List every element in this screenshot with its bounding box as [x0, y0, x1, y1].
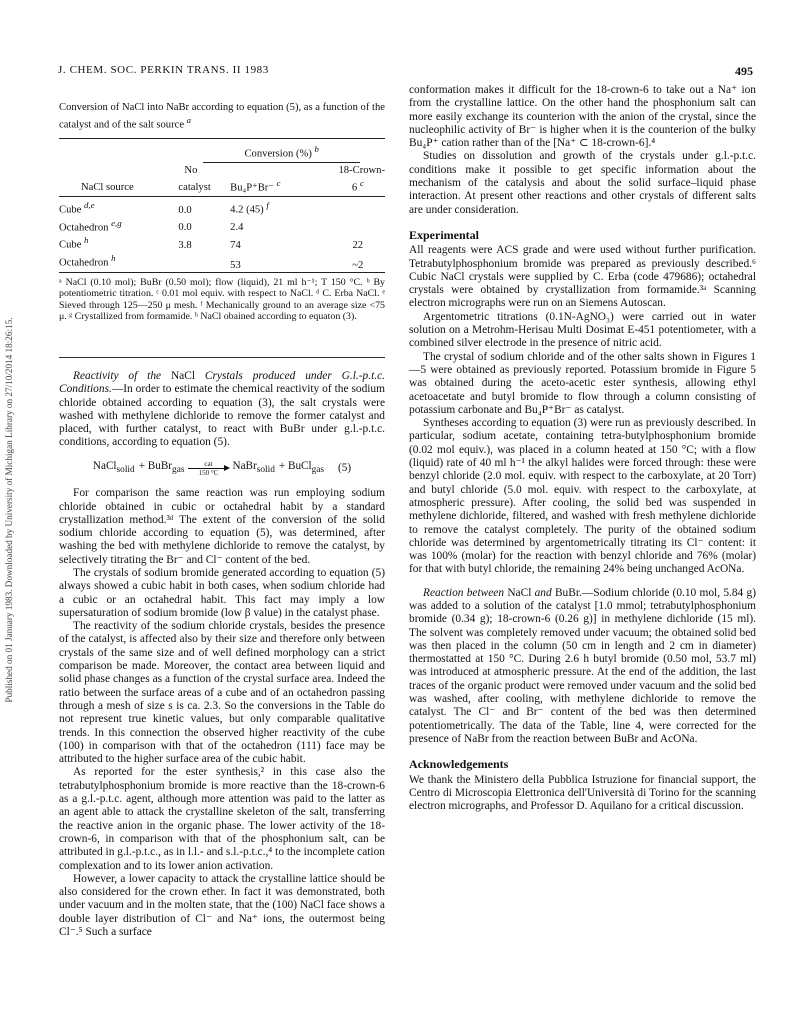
reactivity-paragraph: Reactivity of the NaCl Crystals produced under G.l.-p.t.c. Conditions.—In order to estimate the chemical reactivity of the sodium chloride obtained according to equation (3), the salt crystals were washed with methylene dichloride to remove the former catalyst and placed, with further catalyst, to react with BuBr under g.l.-p.t.c. conditions, according to equation (5). — [59, 369, 385, 449]
header-nocat: No — [184, 164, 198, 176]
acknowledgements-heading: Acknowledgements — [409, 757, 509, 772]
paragraph: The crystals of sodium bromide generated according to equation (5) always showed a cubic habit in both cases, when sodium chloride had a cubic or an octahedral habit. This fact may imply a low supersaturation of sodium bromide (low β value) in the catalyst phase. — [59, 567, 385, 619]
header-crown: 18-Crown- — [338, 164, 385, 176]
table-footnote: ᵃ NaCl (0.10 mol); BuBr (0.50 mol); flow (liquid), 21 ml h⁻¹; T 150 °C. ᵇ By potentiometric titration. ᶜ 0.01 mol equiv. with respect to NaCl. ᵈ C. Erba NaCl. ᵉ Sieved through 125—250 μ mesh. ᶠ Mechanically ground to an average size <75 μ. ᵍ Crystallized from formamide. ʰ NaCl obained according to equaton (3). — [59, 276, 385, 323]
header-source: NaCl source — [81, 182, 134, 194]
download-note-text: Published on 01 January 1983. Downloaded by University of Michigan Library on 27/10/2014 18:26:15. — [4, 317, 14, 703]
table-head-row — [59, 139, 385, 165]
download-note — [2, 210, 16, 810]
paragraph: The crystal of sodium chloride and of the other salts shown in Figures 1—5 were obtained as previously reported. Potassium bromide in Figure 5 was obtained during the aceto-acetic ester synthesis, allowing ethyl acetoacetate and butyl bromide to flow through a column consisting of potassium carbonate and Bu₄P⁺Br⁻ as catalyst. — [409, 350, 756, 416]
paragraph: As reported for the ester synthesis,² in this case also the tetrabutylphosphonium bromide is more reactive than the 18-crown-6 as a g.l.-p.t.c. agent, although more attention was paid to the latter as an agent able to attack the crystalline skeleton of the salt, transferring the reactive anion in the organic phase. The lower activity of the 18-crown-6, in comparison with that of the phosphonium salt, can be attributed in g.l.-p.t.c., as in l.l.- and s.l.-p.t.c.,⁴ to the incomplete cation complexation and to its lower anion activation. — [59, 766, 385, 872]
table-caption: Conversion of NaCl into NaBr according to equation (5), as a function of the catalyst and of the salt source $^a$ — [59, 102, 385, 131]
equation-5: NaCl$_{solid}$ + BuBr$_{gas}$ cat 150 °C NaBr$_{solid}$ + BuCl$_{gas}$ (5) — [92, 459, 352, 477]
page-number: 495 — [735, 64, 753, 78]
table-head-row — [59, 177, 385, 197]
header-bu4: Bu₄P⁺Br⁻ $^c$ — [230, 177, 281, 194]
paragraph: Syntheses according to equation (3) were run as previously described. In particular, sodium acetate, containing tetra-butylphosphonium bromide (0.02 mol equiv.), was placed in a column heated at 150 °C; with a flow (liquid) rate of 40 ml h⁻¹ the alkyl halides were forced through: these were benzyl chloride (2.0 mol. equiv. with respect to the carboxylate, at 20 Torr) and butyl chloride (5.0 mol. equiv. with respect to the carboxylate, at atmospheric pressure). After cooling, the solid bed was suspended in methylene dichloride, filtered, and washed with fresh methylene dichloride to remove the catalyst completely. The purity of the obtained sodium chloride was determined by argentometrically titrating its Cl⁻ content: it was 100% (molar) for the reaction with benzyl chloride and 76% (molar) for that with butyl chloride, the remaining 24% being unchanged AcONa. — [409, 417, 756, 576]
paragraph: All reagents were ACS grade and were used without further purification. Tetrabutylphosphonium bromide was prepared as previously described.⁶ Cubic NaCl crystals were supplied by C. Erba (code 479686); octahedral crystals were obtained by crystallization from formamide.³ᵃ Scanning electron micrographs were run on an Siemens Autoscan. — [409, 244, 756, 310]
reaction-arrow: cat 150 °C — [188, 460, 228, 477]
experimental-heading: Experimental — [409, 227, 479, 242]
paragraph: However, a lower capacity to attack the crystalline lattice should be also considered for the crown ether. In fact it was demonstrated, both under vacuum and in the molten state, that the (100) NaCl face shows a double layer distribution of Cl⁻ and Na⁺ ions, the outermost being Cl⁻.⁵ Such a surface — [59, 872, 385, 939]
header-crown-2: 6 $^c$ — [351, 177, 364, 194]
table-row: Cube $^h$ 3.8 74 22 — [59, 235, 364, 251]
journal-title: J. CHEM. SOC. PERKIN TRANS. II 1983 — [58, 64, 269, 76]
equation-number: (5) — [338, 461, 352, 474]
right-column — [409, 84, 756, 813]
conversion-table — [59, 138, 385, 272]
header-nocat-2: catalyst — [178, 182, 211, 194]
paragraph: Argentometric titrations (0.1N-AgNO₃) were carried out in water solution on a Metrohm-Herisau Multi Dosimat E-451 potentiometer, with a combined silver electrode in the presence of nitric acid. — [409, 310, 756, 350]
table-row: Octahedron $^h$ 53 ~2 — [59, 252, 385, 272]
conversion-header: Conversion (%) $^b$ — [178, 139, 385, 165]
paragraph: conformation makes it difficult for the 18-crown-6 to take out a Na⁺ ion from the crystalline lattice. On the other hand the phosphonium salt can more easily exchange its counterion with the anion of the crystal, since the nucleophilic activity of Br⁻ is higher when it is the counterion of the bulky Bu₄P⁺ cation rather than of the [Na⁺ ⊂ 18-crown-6].⁴ — [409, 84, 756, 150]
table-head-row — [59, 165, 385, 177]
table-row: Cube $^{d,e}$ 0.0 4.2 (45) $^f$ — [59, 200, 269, 216]
paragraph: The reactivity of the sodium chloride crystals, besides the presence of the catalyst, is affected also by their size and therefore only between crystals of the same size and of well defined morphology can a strict comparison be made. Moreover, the contact area between liquid and solid phase changes as a function of the crystal surface area. Indeed the ratio between the surface areas of a cube and of an octahedron passing through a mesh of size s is ca. 2.3. So the conversions in the Table do not represent true kinetic values, but only comparable qualitative trends. In this connection the observed higher reactivity of the cube (100) in comparison with that of the octahedron (111) face may be attributed to the higher surface area of the cubic habit. — [59, 620, 385, 766]
paragraph: Studies on dissolution and growth of the crystals under g.l.-p.t.c. conditions make it possible to get specific information about the mechanism of the catalysis and about the solid surface–liquid phase interaction. At present other reactions and other crystals of different salts are under consideration. — [409, 150, 756, 216]
reaction-paragraph: Reaction between NaCl and BuBr.—Sodium chloride (0.10 mol, 5.84 g) was added to a solution of the catalyst [1.0 mmol; tetrabutylphosphonium bromide (0.34 g); 18-crown-6 (0.26 g)] in methylene dichloride (15 ml). The solvent was completely removed under vacuum; the obtained solid bed was then placed in the column (50 cm in length and 2 cm in diameter) thermostatted at 150 °C. During 2.6 h butyl bromide (0.50 mol, 53.7 ml) was introduced at atmospheric pressure. At the end of the addition, the last traces of the organic product were removed under vacuum and the solid bed was washed, after cooling, with methylene dichloride to remove the catalyst. The Cl⁻ and Br⁻ content of the bed was then determined potentiometrically. The data of the Table, line 4, were corrected for the presence of NaBr from the reaction between BuBr and AcONa. — [409, 586, 756, 745]
running-header — [58, 64, 753, 80]
paragraph: For comparison the same reaction was run employing sodium chloride obtained in cubic or octahedral habit by a standard crystallization method.³ᵈ The extent of the conversion of the solid sodium chloride according to equation (5), was determined, after washing the bed with methylene dichloride to remove the catalyst, by selectively titrating the Br⁻ and Cl⁻ content of the bed. — [59, 487, 385, 566]
section-divider — [59, 357, 385, 358]
acknowledgements-text: We thank the Ministero della Pubblica Istruzione for financial support, the Centro di Microscopia Elettronica dell'Università di Torino for the scanning electron micrographs, and Professor D. Aquilano for a critical discussion. — [409, 773, 756, 813]
left-column — [59, 84, 385, 939]
table-row: Octahedron $^{e,g}$ 0.0 2.4 — [59, 217, 244, 234]
